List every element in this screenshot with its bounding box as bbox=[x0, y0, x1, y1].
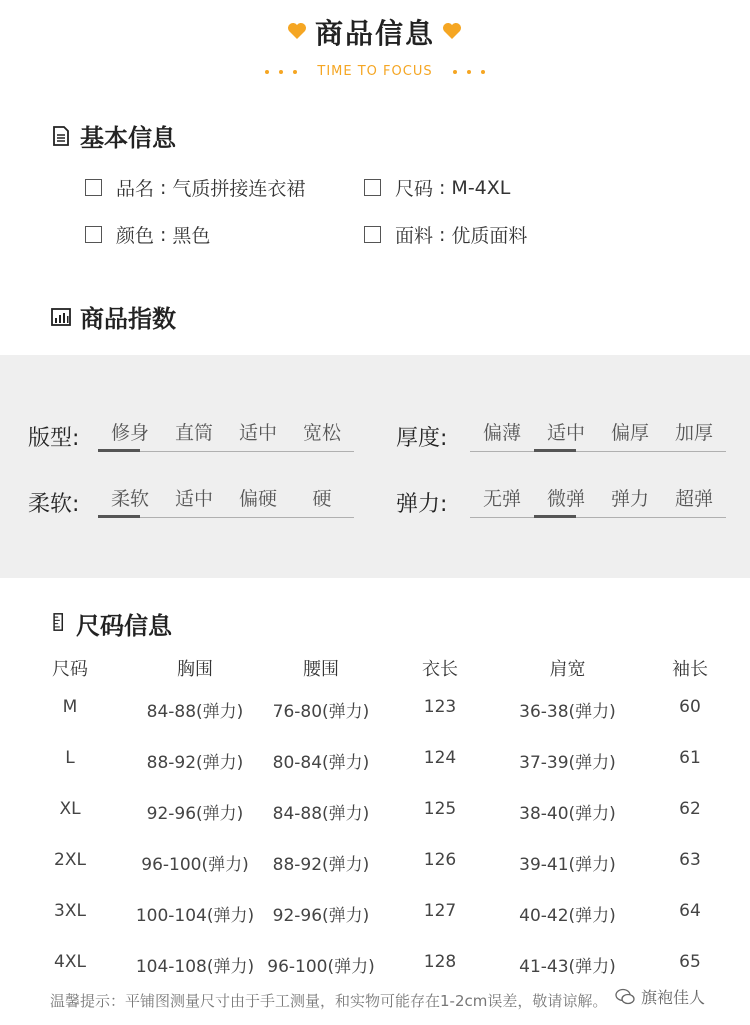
table-cell: 61 bbox=[679, 748, 701, 768]
option-item[interactable]: 修身 bbox=[98, 419, 162, 451]
table-cell: 92-96(弹力) bbox=[146, 804, 244, 824]
info-separator: : bbox=[439, 223, 446, 246]
page-header bbox=[0, 0, 750, 100]
option-item[interactable]: 适中 bbox=[174, 488, 213, 510]
option-item[interactable]: 偏厚 bbox=[610, 422, 649, 444]
column-header: 肩宽 bbox=[549, 659, 586, 680]
column-header: 尺码 bbox=[52, 659, 88, 680]
info-item-size bbox=[364, 174, 510, 201]
column-header: 胸围 bbox=[177, 659, 213, 680]
table-cell: 104-108(弹力) bbox=[135, 957, 255, 977]
heart-icon bbox=[442, 22, 462, 40]
table-cell: 76-80(弹力) bbox=[272, 702, 370, 722]
option-item[interactable]: 宽松 bbox=[302, 422, 341, 444]
option-item[interactable]: 适中 bbox=[238, 422, 277, 444]
option-item[interactable]: 无弹 bbox=[482, 488, 521, 510]
index-label-fit: 版型: bbox=[28, 426, 80, 451]
table-row bbox=[0, 697, 750, 727]
table-cell: 124 bbox=[423, 748, 457, 768]
table-cell: L bbox=[65, 748, 75, 768]
table-cell: 65 bbox=[679, 952, 701, 972]
table-cell: 88-92(弹力) bbox=[272, 855, 370, 875]
checkbox[interactable] bbox=[85, 226, 102, 243]
table-cell: 96-100(弹力) bbox=[267, 957, 375, 977]
wechat-icon bbox=[615, 988, 635, 1006]
product-index-panel bbox=[0, 355, 750, 578]
option-group-softness bbox=[98, 485, 354, 518]
table-cell: 60 bbox=[679, 697, 701, 717]
basic-info-title-text: 基本信息 bbox=[80, 124, 176, 152]
option-item[interactable]: 适中 bbox=[534, 419, 598, 451]
info-item-name bbox=[85, 174, 305, 201]
ruler-icon bbox=[50, 606, 68, 638]
index-label-softness: 柔软: bbox=[28, 492, 80, 517]
table-cell: 92-96(弹力) bbox=[272, 906, 370, 926]
option-group-fit bbox=[98, 419, 354, 452]
option-group-elasticity bbox=[470, 485, 726, 518]
table-cell: 62 bbox=[679, 799, 701, 819]
tagline bbox=[0, 64, 750, 79]
checkbox[interactable] bbox=[364, 226, 381, 243]
table-cell: 80-84(弹力) bbox=[272, 753, 370, 773]
product-index-title bbox=[50, 299, 176, 334]
size-table-header bbox=[0, 655, 750, 685]
info-label: 颜色 bbox=[116, 225, 155, 247]
table-row bbox=[0, 952, 750, 982]
table-cell: 64 bbox=[679, 901, 701, 921]
info-separator: : bbox=[439, 176, 446, 199]
table-cell: 127 bbox=[423, 901, 457, 921]
table-cell: XL bbox=[59, 799, 81, 819]
table-row bbox=[0, 901, 750, 931]
info-separator: : bbox=[160, 223, 167, 246]
checkbox[interactable] bbox=[85, 179, 102, 196]
product-index-title-text: 商品指数 bbox=[80, 305, 176, 333]
option-item[interactable]: 硬 bbox=[312, 488, 332, 510]
option-item[interactable]: 偏硬 bbox=[238, 488, 277, 510]
info-label: 尺码 bbox=[395, 178, 434, 200]
basic-info-title bbox=[50, 118, 176, 153]
column-header: 腰围 bbox=[303, 659, 339, 680]
size-info-title bbox=[50, 606, 172, 641]
info-value: 优质面料 bbox=[451, 225, 528, 247]
info-item-color bbox=[85, 221, 210, 248]
footnote: 温馨提示：平铺图测量尺寸由于手工测量，和实物可能存在1-2cm误差，敬请谅解。 bbox=[50, 992, 608, 1010]
info-label: 品名 bbox=[116, 178, 155, 200]
bar-chart-icon bbox=[50, 306, 72, 328]
table-cell: 41-43(弹力) bbox=[519, 957, 616, 977]
table-cell: 88-92(弹力) bbox=[146, 753, 244, 773]
option-item[interactable]: 直筒 bbox=[174, 422, 213, 444]
table-row bbox=[0, 748, 750, 778]
table-cell: 84-88(弹力) bbox=[272, 804, 370, 824]
watermark bbox=[615, 985, 705, 1008]
index-label-elasticity: 弹力: bbox=[396, 492, 448, 517]
info-value: 气质拼接连衣裙 bbox=[172, 178, 306, 200]
info-label: 面料 bbox=[395, 225, 434, 247]
table-cell: 2XL bbox=[54, 850, 86, 870]
option-item[interactable]: 偏薄 bbox=[482, 422, 521, 444]
info-value: 黑色 bbox=[172, 225, 211, 247]
page-title: 商品信息 bbox=[314, 17, 435, 50]
table-cell: 36-38(弹力) bbox=[519, 702, 616, 722]
column-header: 衣长 bbox=[422, 659, 458, 680]
info-value: M-4XL bbox=[451, 176, 511, 199]
table-cell: 38-40(弹力) bbox=[519, 804, 616, 824]
info-item-fabric bbox=[364, 221, 527, 248]
size-info-title-text: 尺码信息 bbox=[76, 612, 172, 640]
table-row bbox=[0, 850, 750, 880]
option-item[interactable]: 柔软 bbox=[98, 485, 162, 517]
watermark-text: 旗袍佳人 bbox=[641, 988, 706, 1007]
table-cell: 63 bbox=[679, 850, 701, 870]
table-cell: 37-39(弹力) bbox=[519, 753, 616, 773]
table-cell: 84-88(弹力) bbox=[146, 702, 244, 722]
option-item[interactable]: 弹力 bbox=[610, 488, 649, 510]
table-cell: 96-100(弹力) bbox=[141, 855, 249, 875]
table-cell: 126 bbox=[423, 850, 457, 870]
table-cell: 100-104(弹力) bbox=[135, 906, 255, 926]
table-cell: 4XL bbox=[54, 952, 86, 972]
option-item[interactable]: 微弹 bbox=[534, 485, 598, 517]
table-cell: 40-42(弹力) bbox=[519, 906, 616, 926]
table-cell: 3XL bbox=[54, 901, 86, 921]
index-label-thickness: 厚度: bbox=[396, 426, 448, 451]
table-row bbox=[0, 799, 750, 829]
document-icon bbox=[50, 125, 72, 147]
tagline-text: TIME TO FOCUS bbox=[317, 64, 433, 79]
table-cell: 125 bbox=[423, 799, 457, 819]
table-cell: 123 bbox=[423, 697, 457, 717]
checkbox[interactable] bbox=[364, 179, 381, 196]
info-separator: : bbox=[160, 176, 167, 199]
table-cell: 128 bbox=[423, 952, 457, 972]
table-cell: 39-41(弹力) bbox=[519, 855, 616, 875]
option-item[interactable]: 加厚 bbox=[674, 422, 713, 444]
column-header: 袖长 bbox=[672, 659, 708, 680]
option-group-thickness bbox=[470, 419, 726, 452]
option-item[interactable]: 超弹 bbox=[674, 488, 713, 510]
table-cell: M bbox=[62, 697, 78, 717]
